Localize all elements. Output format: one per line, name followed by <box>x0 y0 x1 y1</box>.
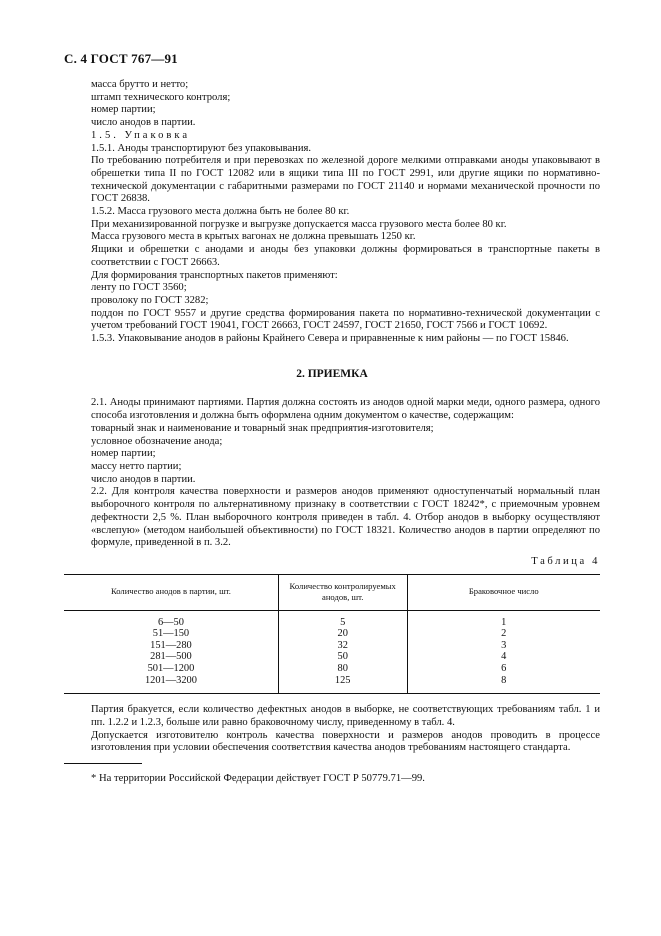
table-cell: 4 <box>407 651 600 663</box>
column-header: Браковочное число <box>407 574 600 610</box>
column-header: Количество анодов в партии, шт. <box>64 574 278 610</box>
list-item: число анодов в партии. <box>91 473 196 485</box>
paragraph: По требованию потребителя и при перевозках по железной дороге мелкими отправками аноды упаковывают в обрешетки типа II по ГОСТ 12082 или в ящики типа III по ГОСТ 2991, или другие ящики по нормативно-технической документации с габаритными размерами по ГОСТ 21140 и нормами механической прочности по ГОСТ 26838. <box>91 155 600 205</box>
paragraph-1-5-3: 1.5.3. Упаковывание анодов в районы Крайнего Севера и приравненные к ним районы — по ГОСТ 15846. <box>91 333 569 345</box>
table-cell: 3 <box>407 640 600 652</box>
paragraph: Ящики и обрешетки с анодами и аноды без упаковки должны формироваться в транспортные пакеты в соответствии с ГОСТ 26663. <box>91 244 600 268</box>
table-cell: 50 <box>278 651 407 663</box>
column-header: Количество контролируемых анодов, шт. <box>278 574 407 610</box>
paragraph: Допускается изготовителю контроль качества поверхности и размеров анодов проводить в процессе изготовления при условии обеспечения соответствия качества анодов требованиям настоящего стандарта. <box>91 729 600 754</box>
list-item: номер партии; <box>91 448 156 460</box>
paragraph-1-5-2: 1.5.2. Масса грузового места должна быть не более 80 кг. <box>91 206 350 218</box>
table-row <box>64 640 600 652</box>
table-cell: 80 <box>278 663 407 675</box>
table-row <box>64 663 600 675</box>
table-cell: 32 <box>278 640 407 652</box>
table-cell: 8 <box>407 675 600 694</box>
section-heading-acceptance: 2. ПРИЕМКА <box>296 367 368 380</box>
page-header: С. 4 ГОСТ 767—91 <box>64 51 178 66</box>
list-item: штамп технического контроля; <box>91 91 231 103</box>
table-row <box>64 651 600 663</box>
table-cell: 125 <box>278 675 407 694</box>
paragraph: поддон по ГОСТ 9557 и другие средства формирования пакета по нормативно-технической документации с учетом требований ГОСТ 19041, ГОСТ 26663, ГОСТ 24597, ГОСТ 21650, ГОСТ 7566 и ГОСТ 10692. <box>91 307 600 332</box>
table-cell: 6 <box>407 663 600 675</box>
table-caption: Таблица 4 <box>531 555 600 567</box>
table-cell: 51—150 <box>152 628 190 640</box>
sampling-plan-table <box>64 574 600 695</box>
paragraph: При механизированной погрузке и выгрузке допускается масса грузового места более 80 кг. <box>91 218 507 230</box>
table-cell: 151—280 <box>150 639 192 651</box>
table-cell: 501—1200 <box>147 662 195 674</box>
footnote: * На территории Российской Федерации действует ГОСТ Р 50779.71—99. <box>91 772 425 784</box>
list-item: ленту по ГОСТ 3560; <box>91 282 187 294</box>
table-cell: 281—500 <box>150 651 192 663</box>
footnote-divider <box>64 763 142 764</box>
table-cell: 20 <box>278 628 407 640</box>
table-cell: 2 <box>407 628 600 640</box>
list-item: номер партии; <box>91 104 156 116</box>
table-cell: 6—50 <box>157 616 184 628</box>
table-cell: 1 <box>407 610 600 628</box>
paragraph: Масса грузового места в крытых вагонах не должна превышать 1250 кг. <box>91 231 416 243</box>
page-body <box>64 79 600 786</box>
table-row <box>64 610 600 628</box>
paragraph-2-2: 2.2. Для контроля качества поверхности и размеров анодов применяют одноступенчатый нормальный план выборочного контроля по альтернативному признаку в соответствии с ГОСТ 18242*, с приемочным уровнем дефектности 2,5 %. План выборочного контроля приведен в табл. 4. Отбор анодов в выборку осуществляют «вслепую» (методом наибольшей объективности) по ГОСТ 18321. Количество анодов в партии определяют по формуле, приведенной в п. 3.2. <box>91 486 600 549</box>
list-item: масса брутто и нетто; <box>91 79 189 90</box>
table-cell: 1201—3200 <box>64 675 278 694</box>
table-cell: 5 <box>278 610 407 628</box>
table-row <box>64 628 600 640</box>
list-item: массу нетто партии; <box>91 460 182 472</box>
subsection-heading-packaging: 1.5. Упаковка <box>91 129 191 141</box>
list-item: товарный знак и наименование и товарный знак предприятия-изготовителя; <box>91 422 434 434</box>
paragraph-2-1: 2.1. Аноды принимают партиями. Партия должна состоять из анодов одной марки меди, одного размера, одного способа изготовления и должна быть оформлена одним документом о качестве, содержащим: <box>91 397 600 422</box>
paragraph-1-5-1: 1.5.1. Аноды транспортируют без упаковывания. <box>91 142 312 154</box>
table-row <box>64 675 600 694</box>
list-item: проволоку по ГОСТ 3282; <box>91 294 209 306</box>
list-item: условное обозначение анода; <box>91 435 223 447</box>
paragraph: Для формирования транспортных пакетов применяют: <box>91 269 338 281</box>
paragraph: Партия бракуется, если количество дефектных анодов в выборке, не соответствующих требованиям табл. 1 и пп. 1.2.2 и 1.2.3, больше или равно браковочному числу, приведенному в табл. 4. <box>91 704 600 728</box>
list-item: число анодов в партии. <box>91 117 196 129</box>
